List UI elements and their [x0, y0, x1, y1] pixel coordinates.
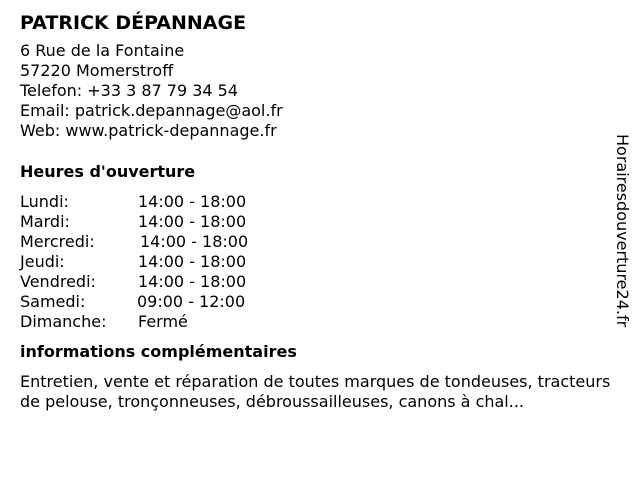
hours-row-monday	[20, 192, 625, 212]
hours-row-sunday	[20, 312, 625, 332]
day-hours: 14:00 - 18:00	[138, 252, 247, 271]
day-label: Lundi:	[20, 192, 69, 211]
additional-info-heading: informations complémentaires	[20, 342, 297, 361]
business-name: PATRICK DÉPANNAGE	[20, 12, 247, 34]
day-label: Mercredi:	[20, 232, 95, 251]
day-hours: 14:00 - 18:00	[140, 232, 249, 251]
postal-city: 57220 Momerstroff	[20, 61, 174, 80]
opening-hours-table	[20, 192, 625, 332]
hours-row-friday	[20, 272, 625, 292]
day-hours: 14:00 - 18:00	[138, 192, 247, 211]
day-label: Dimanche:	[20, 312, 107, 331]
opening-hours-heading: Heures d'ouverture	[20, 162, 196, 181]
street-address: 6 Rue de la Fontaine	[20, 41, 185, 60]
hours-row-wednesday	[20, 232, 625, 252]
day-hours: 09:00 - 12:00	[137, 292, 246, 311]
email-address: Email: patrick.depannage@aol.fr	[20, 101, 283, 120]
website-address: Web: www.patrick-depannage.fr	[20, 121, 277, 140]
day-label: Mardi:	[20, 212, 70, 231]
hours-row-thursday	[20, 252, 625, 272]
day-hours: 14:00 - 18:00	[138, 272, 247, 291]
site-watermark: Horairesdouverture24.fr	[613, 134, 632, 328]
day-label: Vendredi:	[20, 272, 96, 291]
hours-row-tuesday	[20, 212, 625, 232]
address-block	[20, 41, 625, 141]
additional-info-text: Entretien, vente et réparation de toutes marques de tondeuses, tracteurs de pelouse, tronçonneuses, débroussailleuses, canons à chal...	[20, 372, 611, 411]
phone-number: Telefon: +33 3 87 79 34 54	[20, 81, 239, 100]
hours-row-saturday	[20, 292, 625, 312]
day-hours: Fermé	[138, 312, 188, 331]
business-card	[20, 11, 625, 412]
day-hours: 14:00 - 18:00	[138, 212, 247, 231]
day-label: Samedi:	[20, 292, 86, 311]
day-label: Jeudi:	[20, 252, 65, 271]
